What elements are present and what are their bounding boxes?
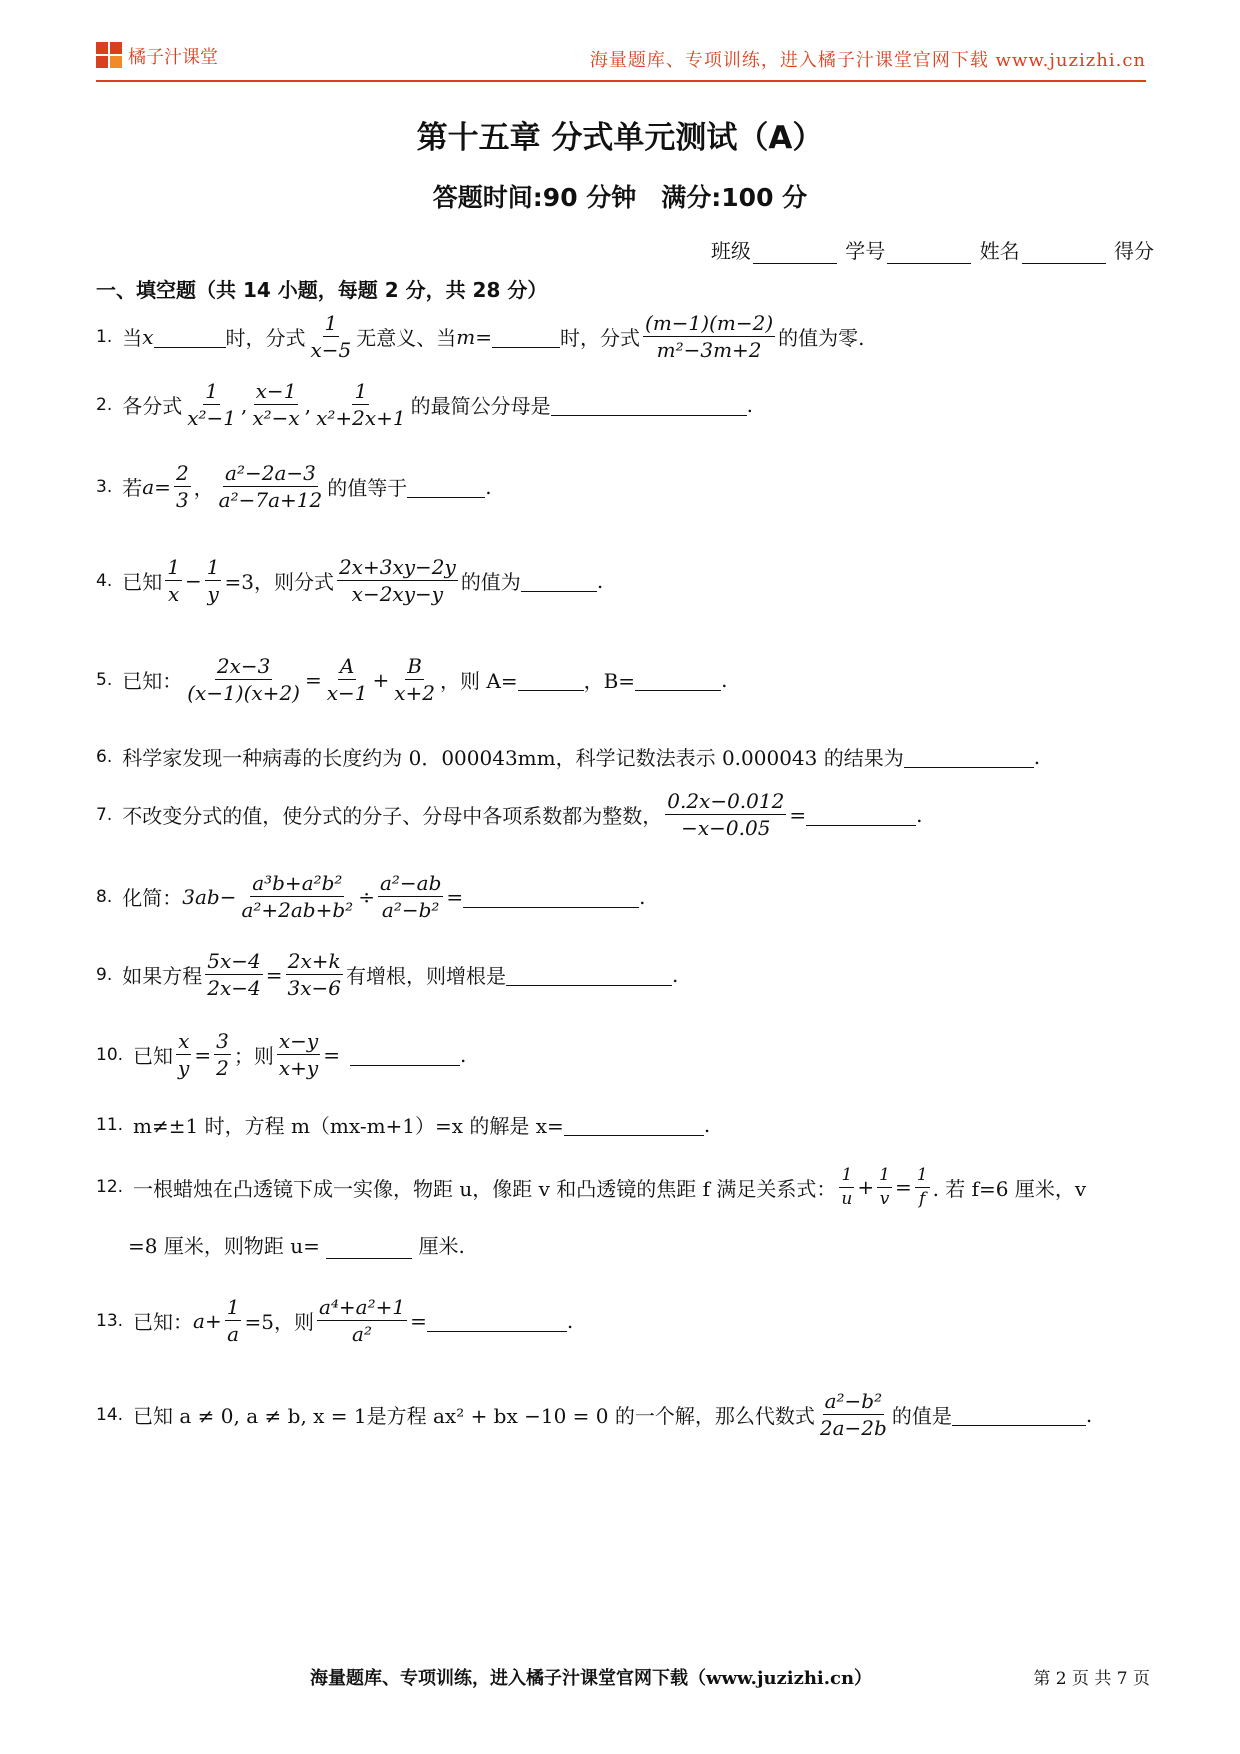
answer-blank[interactable] (492, 325, 560, 348)
question-text: 厘米. (418, 1234, 465, 1258)
question-number: 14. (96, 1404, 124, 1425)
question-number: 9. (96, 964, 113, 985)
question-number: 10. (96, 1044, 124, 1065)
question-number: 7. (96, 804, 113, 825)
question-10: 10. 已知 $\frac{x}{y}$ = $\frac{3}{2}$ ；则 $\frac{x-y}{x+y}$ = . (96, 1029, 467, 1080)
question-13: 13. 已知： a + $\frac{1}{a}$ =5，则 $\frac{\text{a⁴+a²+1}}{\text{a²}}$ = . (96, 1295, 574, 1346)
question-text: 已知： (122, 669, 183, 693)
fraction: $\frac{1}{v}$ (879, 1165, 890, 1209)
question-number: 4. (96, 570, 113, 591)
answer-blank[interactable] (326, 1236, 412, 1259)
question-text: ；则 (233, 1044, 274, 1068)
question-text: 不改变分式的值，使分式的分子、分母中各项系数都为整数， (122, 804, 663, 828)
student-info (711, 235, 1154, 264)
fraction: $\frac{\text{a²−ab}}{\text{a²−b²}}$ (379, 871, 442, 922)
fraction: $\frac{5x-4}{2x-4}$ (207, 949, 261, 1000)
name-label: 姓名 (979, 239, 1020, 263)
question-6: 6. 科学家发现一种病毒的长度约为 0．000043mm，科学记数法表示 0.000043 的结果为 . (96, 742, 1040, 771)
question-number: 1. (96, 326, 113, 347)
fraction: $\frac{1}{u}$ (841, 1165, 853, 1209)
fraction: $\frac{3}{2}$ (216, 1029, 229, 1080)
fraction: $\frac{\text{a²−b²}}{2a-2b}$ (819, 1389, 887, 1440)
question-text: ，则 A= (440, 669, 518, 693)
question-text: 已知 (133, 1044, 174, 1068)
answer-blank[interactable] (154, 325, 226, 348)
answer-blank[interactable] (551, 393, 747, 416)
footer-slogan: 海量题库、专项训练，进入橘子汁课堂官网下载（www.juzizhi.cn） (310, 1668, 873, 1689)
question-text: 的值等于 (327, 476, 408, 500)
question-text: 如果方程 (122, 964, 203, 988)
question-number: 8. (96, 886, 113, 907)
fraction: $\frac{2x-3}{(x-1)(x+2)}$ (187, 654, 300, 705)
question-text: 无意义、当 (356, 326, 457, 350)
question-text: 若 (122, 476, 143, 500)
page-subtitle: 答题时间:90 分钟 满分:100 分 (432, 183, 808, 212)
question-text: 的值为零. (778, 326, 865, 350)
answer-blank[interactable] (521, 569, 597, 592)
fraction: $\frac{2}{3}$ (175, 461, 189, 512)
question-number: 3. (96, 476, 113, 497)
number-label: 学号 (845, 239, 886, 263)
page-number: 第 2 页 共 7 页 (1033, 1669, 1150, 1689)
fraction: $\frac{2x+k}{3x-6}$ (287, 949, 341, 1000)
logo-icon (96, 42, 124, 70)
question-5: 5. 已知： $\frac{2x-3}{(x-1)(x+2)}$ = $\frac{A}{x-1}$ + $\frac{B}{x+2}$ ，则 A= ，B= . (96, 654, 728, 705)
fraction: $\frac{\text{a²−2a−3}}{\text{a²−7a+12}}$ (218, 461, 323, 512)
answer-blank[interactable] (350, 1043, 460, 1066)
question-text: 一根蜡烛在凸透镜下成一实像，物距 u，像距 v 和凸透镜的焦距 f 满足关系式： (133, 1176, 837, 1201)
question-text: 的值为 (460, 570, 521, 594)
page-title: 第十五章 分式单元测试（A） (416, 120, 824, 156)
question-text: 化简： (122, 886, 183, 910)
question-9: 9. 如果方程 $\frac{5x-4}{2x-4}$ = $\frac{2x+k}{3x-6}$ 有增根，则增根是 . (96, 949, 679, 1000)
number-blank[interactable] (887, 241, 971, 264)
question-8: 8. 化简： 3ab − $\frac{\text{a³b+a²b²}}{\text{a²+2ab+b²}}$ ÷ $\frac{\text{a²−ab}}{\text{a²−b²}}$ = . (96, 871, 646, 922)
question-text: 的值是 (891, 1404, 952, 1428)
fraction: $\frac{\text{a⁴+a²+1}}{\text{a²}}$ (318, 1295, 406, 1346)
answer-blank[interactable] (463, 885, 639, 908)
fraction: $\frac{x-1}{\text{x²−x}}$ (252, 379, 300, 430)
score-label: 得分 (1114, 239, 1154, 263)
answer-blank[interactable] (427, 1309, 567, 1332)
answer-blank[interactable] (904, 745, 1034, 768)
question-text: ，B= (583, 669, 636, 693)
fraction: $\frac{0.2x-0.012}{-x-0.05}$ (667, 789, 785, 840)
answer-blank-a[interactable] (518, 668, 584, 691)
fraction: $\frac{B}{x+2}$ (394, 654, 436, 705)
page-header (96, 40, 1146, 76)
fraction: $\frac{\text{a³b+a²b²}}{\text{a²+2ab+b²}}$ (241, 871, 354, 922)
question-text: . 若 f=6 厘米，v (932, 1176, 1087, 1201)
question-11: 11. m≠±1 时，方程 m（mx-m+1）=x 的解是 x= . (96, 1110, 710, 1139)
question-text: m≠±1 时，方程 m（mx-m+1）=x 的解是 x= (133, 1114, 564, 1138)
answer-blank-b[interactable] (635, 668, 721, 691)
question-text: 的最简公分母是 (410, 394, 551, 418)
question-text: 时，分式 (560, 326, 641, 350)
question-2: 2. 各分式 $\frac{1}{\text{x²−1}}$ , $\frac{x-1}{\text{x²−x}}$ , $\frac{1}{\text{x²+2x+1}}$ 的最简公分母是 . (96, 379, 753, 430)
fraction: $\frac{1}{f}$ (916, 1165, 928, 1209)
fraction: $\frac{1}{a}$ (226, 1295, 240, 1346)
class-label: 班级 (710, 239, 751, 263)
question-4: 4. 已知 $\frac{1}{x}$ − $\frac{1}{y}$ =3，则分式 $\frac{2x+3xy-2y}{x-2xy-y}$ 的值为 . (96, 555, 604, 606)
question-1: 1. 当 x 时，分式 $\frac{1}{x-5}$ 无意义、当 m = 时，分式 $\frac{(m-1)(m-2)}{\text{m²−3m+2}}$ 的值为零. (96, 311, 865, 362)
question-7: 7. 不改变分式的值，使分式的分子、分母中各项系数都为整数， $\frac{0.2x-0.012}{-x-0.05}$ = . (96, 789, 923, 840)
question-text: 当 (122, 326, 143, 350)
brand-logo (96, 42, 218, 70)
question-text: 时，分式 (225, 326, 306, 350)
fraction: $\frac{2x+3xy-2y}{x-2xy-y}$ (338, 555, 456, 606)
question-12: 12. 一根蜡烛在凸透镜下成一实像，物距 u，像距 v 和凸透镜的焦距 f 满足关系式： $\frac{1}{u}$ + $\frac{1}{v}$ = $\frac{1}{f}$ . 若 f=6 厘米，v (96, 1165, 1087, 1209)
fraction: $\frac{x}{y}$ (178, 1029, 190, 1080)
question-number: 13. (96, 1310, 124, 1331)
section-heading: 一、填空题（共 14 小题，每题 2 分，共 28 分） (96, 278, 548, 302)
answer-blank[interactable] (564, 1113, 704, 1136)
question-number: 5. (96, 669, 113, 690)
fraction: $\frac{1}{x-5}$ (310, 311, 352, 362)
question-12-continued (128, 1230, 465, 1259)
fraction: $\frac{1}{\text{x²+2x+1}}$ (316, 379, 406, 430)
question-3: 3. 若 a = $\frac{2}{3}$ ， $\frac{\text{a²−2a−3}}{\text{a²−7a+12}}$ 的值等于 . (96, 461, 492, 512)
question-text: =3，则分式 (224, 570, 334, 594)
question-text: 各分式 (122, 394, 183, 418)
question-number: 12. (96, 1177, 124, 1198)
question-number: 2. (96, 394, 113, 415)
answer-blank[interactable] (407, 475, 485, 498)
question-text: =5，则 (244, 1310, 314, 1334)
question-text: 科学家发现一种病毒的长度约为 0．000043mm，科学记数法表示 0.000043 的结果为 (122, 746, 904, 770)
question-text: 已知： (133, 1310, 194, 1334)
fraction: $\frac{x-y}{x+y}$ (278, 1029, 319, 1080)
name-blank[interactable] (1022, 241, 1106, 264)
header-divider (96, 80, 1146, 82)
question-number: 6. (96, 746, 113, 767)
question-number: 11. (96, 1114, 124, 1135)
question-text: 已知 (122, 570, 163, 594)
fraction: $\frac{A}{x-1}$ (326, 654, 368, 705)
question-text: 有增根，则增根是 (346, 964, 506, 988)
class-blank[interactable] (753, 241, 837, 264)
fraction: $\frac{1}{y}$ (206, 555, 220, 606)
question-text: 已知 a ≠ 0, a ≠ b, x = 1是方程 ax² + bx −10 = 0 的一个解，那么代数式 (133, 1404, 815, 1428)
fraction: $\frac{1}{\text{x²−1}}$ (187, 379, 237, 430)
question-text: =8 厘米，则物距 u= (128, 1234, 320, 1258)
question-14: 14. 已知 a ≠ 0, a ≠ b, x = 1是方程 ax² + bx −10 = 0 的一个解，那么代数式 $\frac{\text{a²−b²}}{2a-2b}$ 的值是 . (96, 1389, 1093, 1440)
header-slogan: 海量题库、专项训练，进入橘子汁课堂官网下载 www.juzizhi.cn (589, 50, 1146, 71)
fraction: $\frac{(m-1)(m-2)}{\text{m²−3m+2}}$ (645, 311, 774, 362)
answer-blank[interactable] (506, 963, 672, 986)
answer-blank[interactable] (806, 803, 916, 826)
fraction: $\frac{1}{x}$ (167, 555, 180, 606)
answer-blank[interactable] (952, 1403, 1086, 1426)
brand-name: 橘子汁课堂 (128, 47, 218, 68)
